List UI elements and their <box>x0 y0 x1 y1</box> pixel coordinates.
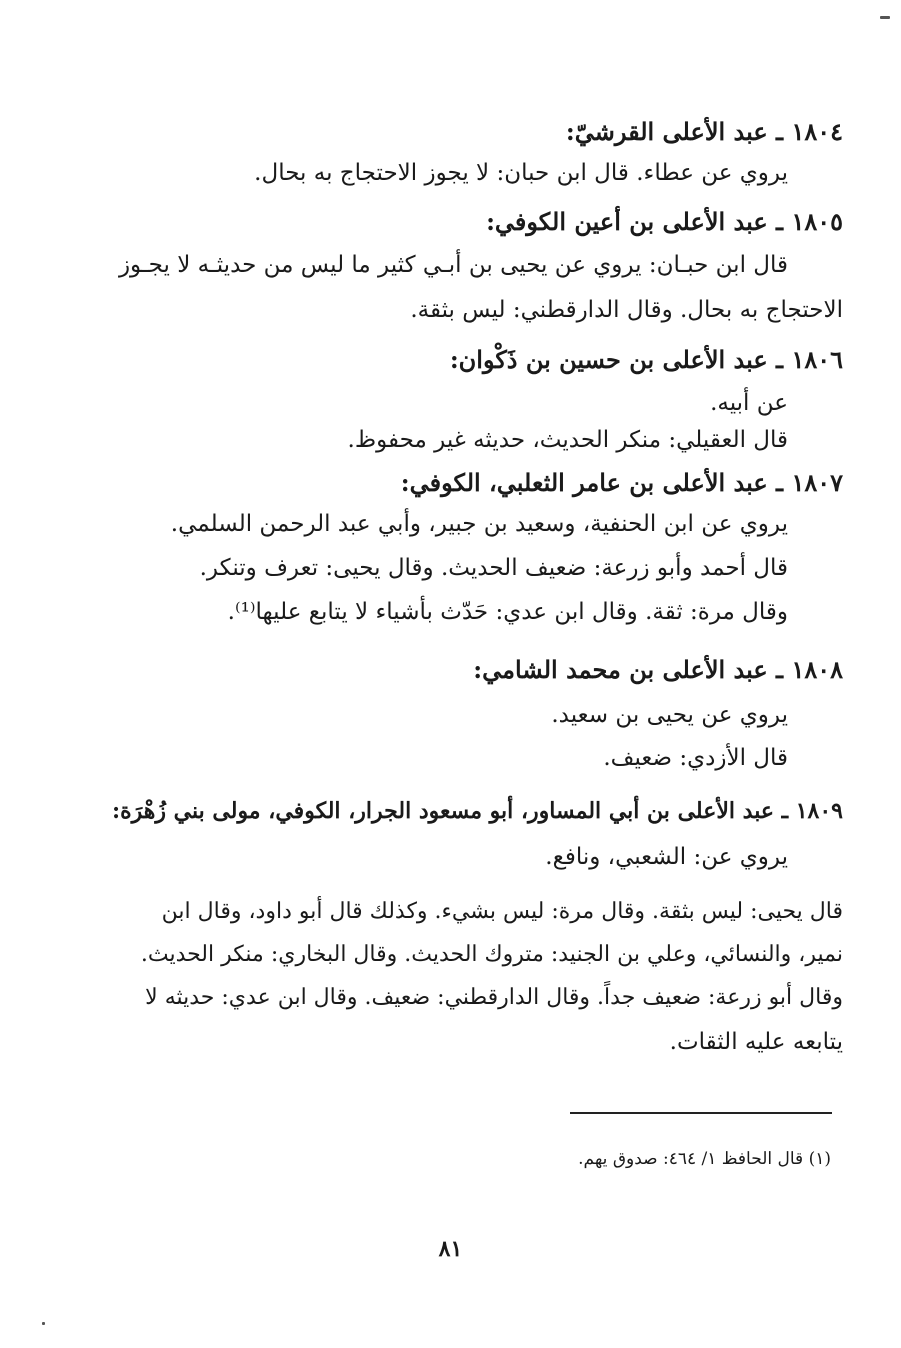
entry-text: قال ابن حبـان: يروي عن يحيى بن أبـي كثير ما ليس من حديثـه لا يجـوز <box>118 252 788 278</box>
entry-text: يتابعه عليه الثقات. <box>669 1029 843 1055</box>
entry-text: نمير، والنسائي، وعلي بن الجنيد: متروك الحديث. وقال البخاري: منكر الحديث. <box>140 942 843 967</box>
entry-text: قال العقيلي: منكر الحديث، حديثه غير محفوظ. <box>347 427 788 453</box>
entry-heading: ١٨٠٩ ـ عبد الأعلى بن أبي المساور، أبو مسعود الجرار، الكوفي، مولى بني زُهْرَة: <box>111 798 843 824</box>
page-number: ٨١ <box>438 1236 463 1262</box>
scan-speck <box>880 16 890 19</box>
entry-text: الاحتجاج به بحال. وقال الدارقطني: ليس بثقة. <box>410 297 843 323</box>
entry-heading: ١٨٠٧ ـ عبد الأعلى بن عامر الثعلبي، الكوفي: <box>400 468 843 497</box>
entry-text: وقال مرة: ثقة. وقال ابن عدي: حَدّث بأشياء لا يتابع عليها⁽¹⁾. <box>227 599 788 625</box>
entry-text: يروي عن عطاء. قال ابن حبان: لا يجوز الاحتجاج به بحال. <box>254 160 788 186</box>
entry-text: قال يحيى: ليس بثقة. وقال مرة: ليس بشيء. وكذلك قال أبو داود، وقال ابن <box>161 899 843 924</box>
entry-heading: ١٨٠٥ ـ عبد الأعلى بن أعين الكوفي: <box>486 207 843 236</box>
entry-heading: ١٨٠٤ ـ عبد الأعلى القرشيّ: <box>565 117 843 146</box>
entry-heading: ١٨٠٦ ـ عبد الأعلى بن حسين بن ذَكْوان: <box>449 345 843 374</box>
footnote-divider <box>570 1112 832 1114</box>
entry-text: وقال أبو زرعة: ضعيف جداً. وقال الدارقطني: ضعيف. وقال ابن عدي: حديثه لا <box>145 985 843 1010</box>
entry-text: قال أحمد وأبو زرعة: ضعيف الحديث. وقال يحيى: تعرف وتنكر. <box>199 555 788 581</box>
entry-text: قال الأزدي: ضعيف. <box>603 745 788 771</box>
scan-speck <box>42 1322 45 1325</box>
entry-text: يروي عن ابن الحنفية، وسعيد بن جبير، وأبي عبد الرحمن السلمي. <box>170 511 788 537</box>
entry-text: عن أبيه. <box>710 390 788 416</box>
footnote: (١) قال الحافظ ١/ ٤٦٤: صدوق يهم. <box>578 1149 831 1169</box>
entry-text: يروي عن: الشعبي، ونافع. <box>545 844 788 870</box>
entry-heading: ١٨٠٨ ـ عبد الأعلى بن محمد الشامي: <box>473 655 843 684</box>
entry-text: يروي عن يحيى بن سعيد. <box>551 702 788 728</box>
